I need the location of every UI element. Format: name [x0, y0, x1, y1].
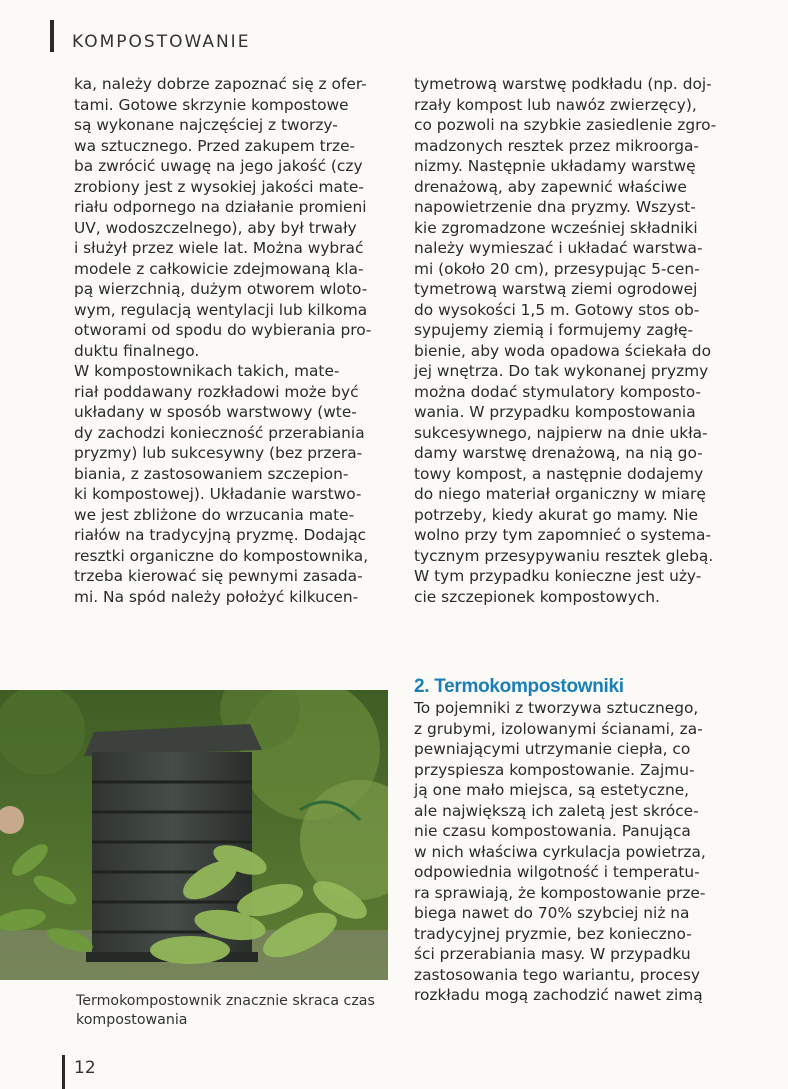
text-line: To pojemniki z tworzywa sztucznego, [414, 699, 699, 717]
text-line: UV, wodoszczelnego), aby był trwały [74, 218, 357, 237]
text-line: bienie, aby woda opadowa ściekała do [414, 341, 711, 360]
text-line: wania. W przypadku kompostowania [414, 403, 696, 421]
composter-photo [0, 690, 388, 980]
text-line: pewniającymi utrzymanie ciepła, co [414, 740, 691, 758]
text-line: dy zachodzi konieczność przerabiania [74, 423, 365, 442]
text-line: resztki organiczne do kompostownika, [74, 546, 369, 565]
text-line: mi (około 20 cm), przesypując 5-cen- [414, 259, 700, 278]
text-line: riał poddawany rozkładowi może być [74, 382, 359, 401]
text-line: otworami od spodu do wybierania pro- [74, 321, 372, 339]
section-heading: 2. Termokompostowniki [414, 676, 624, 697]
text-line: nie czasu kompostowania. Panująca [414, 822, 691, 840]
text-line: madzonych resztek przez mikroorga- [414, 136, 699, 155]
text-line: układany w sposób warstwowy (wte- [74, 403, 357, 421]
text-line: ka, należy dobrze zapoznać się z ofer- [74, 75, 367, 93]
text-line: rzały kompost lub nawóz zwierzęcy), [414, 95, 697, 114]
text-line: ją one mało miejsca, są estetyczne, [414, 781, 690, 799]
text-line: mi. Na spód należy położyć kilkucen- [74, 587, 359, 606]
text-line: i służył przez wiele lat. Można wybrać [74, 239, 364, 257]
text-line: w nich właściwa cyrkulacja powietrza, [414, 842, 706, 861]
text-line: biania, z zastosowaniem szczepion- [74, 464, 349, 483]
text-line: zastosowania tego wariantu, procesy [414, 965, 700, 984]
left-column-text [74, 74, 382, 607]
text-line: potrzeby, kiedy akurat go mamy. Nie [414, 505, 698, 524]
text-line: do wysokości 1,5 m. Gotowy stos ob- [414, 300, 700, 319]
text-line: są wykonane najczęściej z tworzy- [74, 116, 338, 134]
text-line: modele z całkowicie zdejmowaną kla- [74, 259, 364, 278]
footer-accent-bar [62, 1055, 65, 1089]
text-line: tymetrową warstwą ziemi ogrodowej [414, 280, 698, 298]
right-column-text [414, 74, 732, 607]
text-line: do niego materiał organiczny w miarę [414, 485, 706, 503]
text-line: sypujemy ziemią i formujemy zagłę- [414, 321, 694, 339]
header-accent-bar [50, 20, 54, 52]
text-line: z grubymi, izolowanymi ścianami, za- [414, 719, 703, 738]
section-body-text [414, 698, 732, 1006]
text-line: ki kompostowej). Układanie warstwo- [74, 485, 362, 503]
text-line: wym, regulacją wentylacji lub kilkoma [74, 300, 368, 319]
text-line: duktu finalnego. [74, 341, 200, 360]
text-line: tami. Gotowe skrzynie kompostowe [74, 95, 349, 114]
text-line: tymetrową warstwę podkładu (np. doj- [414, 75, 712, 93]
page-number: 12 [74, 1058, 96, 1078]
photo-caption: Termokompostownik znacznie skraca czas kompostowania [76, 993, 375, 1028]
text-line: odpowiednia wilgotność i temperatu- [414, 863, 700, 881]
text-line: sukcesywnego, najpierw na dnie ukła- [414, 423, 708, 442]
text-line: towy kompost, a następnie dodajemy [414, 464, 704, 483]
text-line: należy wymieszać i układać warstwa- [414, 239, 703, 257]
text-line: wolno przy tym zapomnieć o systema- [414, 526, 712, 544]
text-line: jej wnętrza. Do tak wykonanej pryzmy [414, 362, 709, 380]
text-line: ści przerabiania masy. W przypadku [414, 945, 691, 963]
text-line: rozkładu mogą zachodzić nawet zimą [414, 986, 703, 1004]
text-line: napowietrzenie dna pryzmy. Wszyst- [414, 198, 696, 216]
text-line: trzeba kierować się pewnymi zasada- [74, 567, 363, 585]
text-line: co pozwoli na szybkie zasiedlenie zgro- [414, 116, 717, 134]
text-line: pryzmy) lub sukcesywny (bez przera- [74, 444, 363, 462]
text-line: przyspiesza kompostowanie. Zajmu- [414, 760, 695, 779]
text-line: W tym przypadku konieczne jest uży- [414, 567, 702, 585]
text-line: drenażową, aby zapewnić właściwe [414, 177, 687, 196]
text-line: ale największą ich zaletą jest skróce- [414, 801, 699, 820]
text-line: ba zwrócić uwagę na jego jakość (czy [74, 157, 363, 175]
text-line: nizmy. Następnie układamy warstwę [414, 157, 696, 175]
text-line: kie zgromadzone wcześniej składniki [414, 218, 698, 237]
text-line: tradycyjnej pryzmie, bez konieczno- [414, 924, 692, 943]
text-line: riału odpornego na działanie promieni [74, 198, 367, 216]
running-header: KOMPOSTOWANIE [72, 32, 251, 52]
composter-illustration [0, 690, 388, 980]
text-line: tycznym przesypywaniu resztek glebą. [414, 546, 714, 565]
text-line: pą wierzchnią, dużym otworem wloto- [74, 280, 368, 298]
text-line: można dodać stymulatory komposto- [414, 382, 701, 401]
text-line: ra sprawiają, że kompostowanie prze- [414, 883, 706, 902]
text-line: riałów na tradycyjną pryzmę. Dodając [74, 526, 367, 544]
text-line: we jest zbliżone do wrzucania mate- [74, 505, 355, 524]
text-line: biega nawet do 70% szybciej niż na [414, 904, 690, 922]
text-line: cie szczepionek kompostowych. [414, 587, 660, 606]
text-line: damy warstwę drenażową, na nią go- [414, 444, 703, 462]
text-line: zrobiony jest z wysokiej jakości mate- [74, 177, 364, 196]
text-line: wa sztucznego. Przed zakupem trze- [74, 136, 356, 155]
text-line: W kompostownikach takich, mate- [74, 362, 340, 380]
